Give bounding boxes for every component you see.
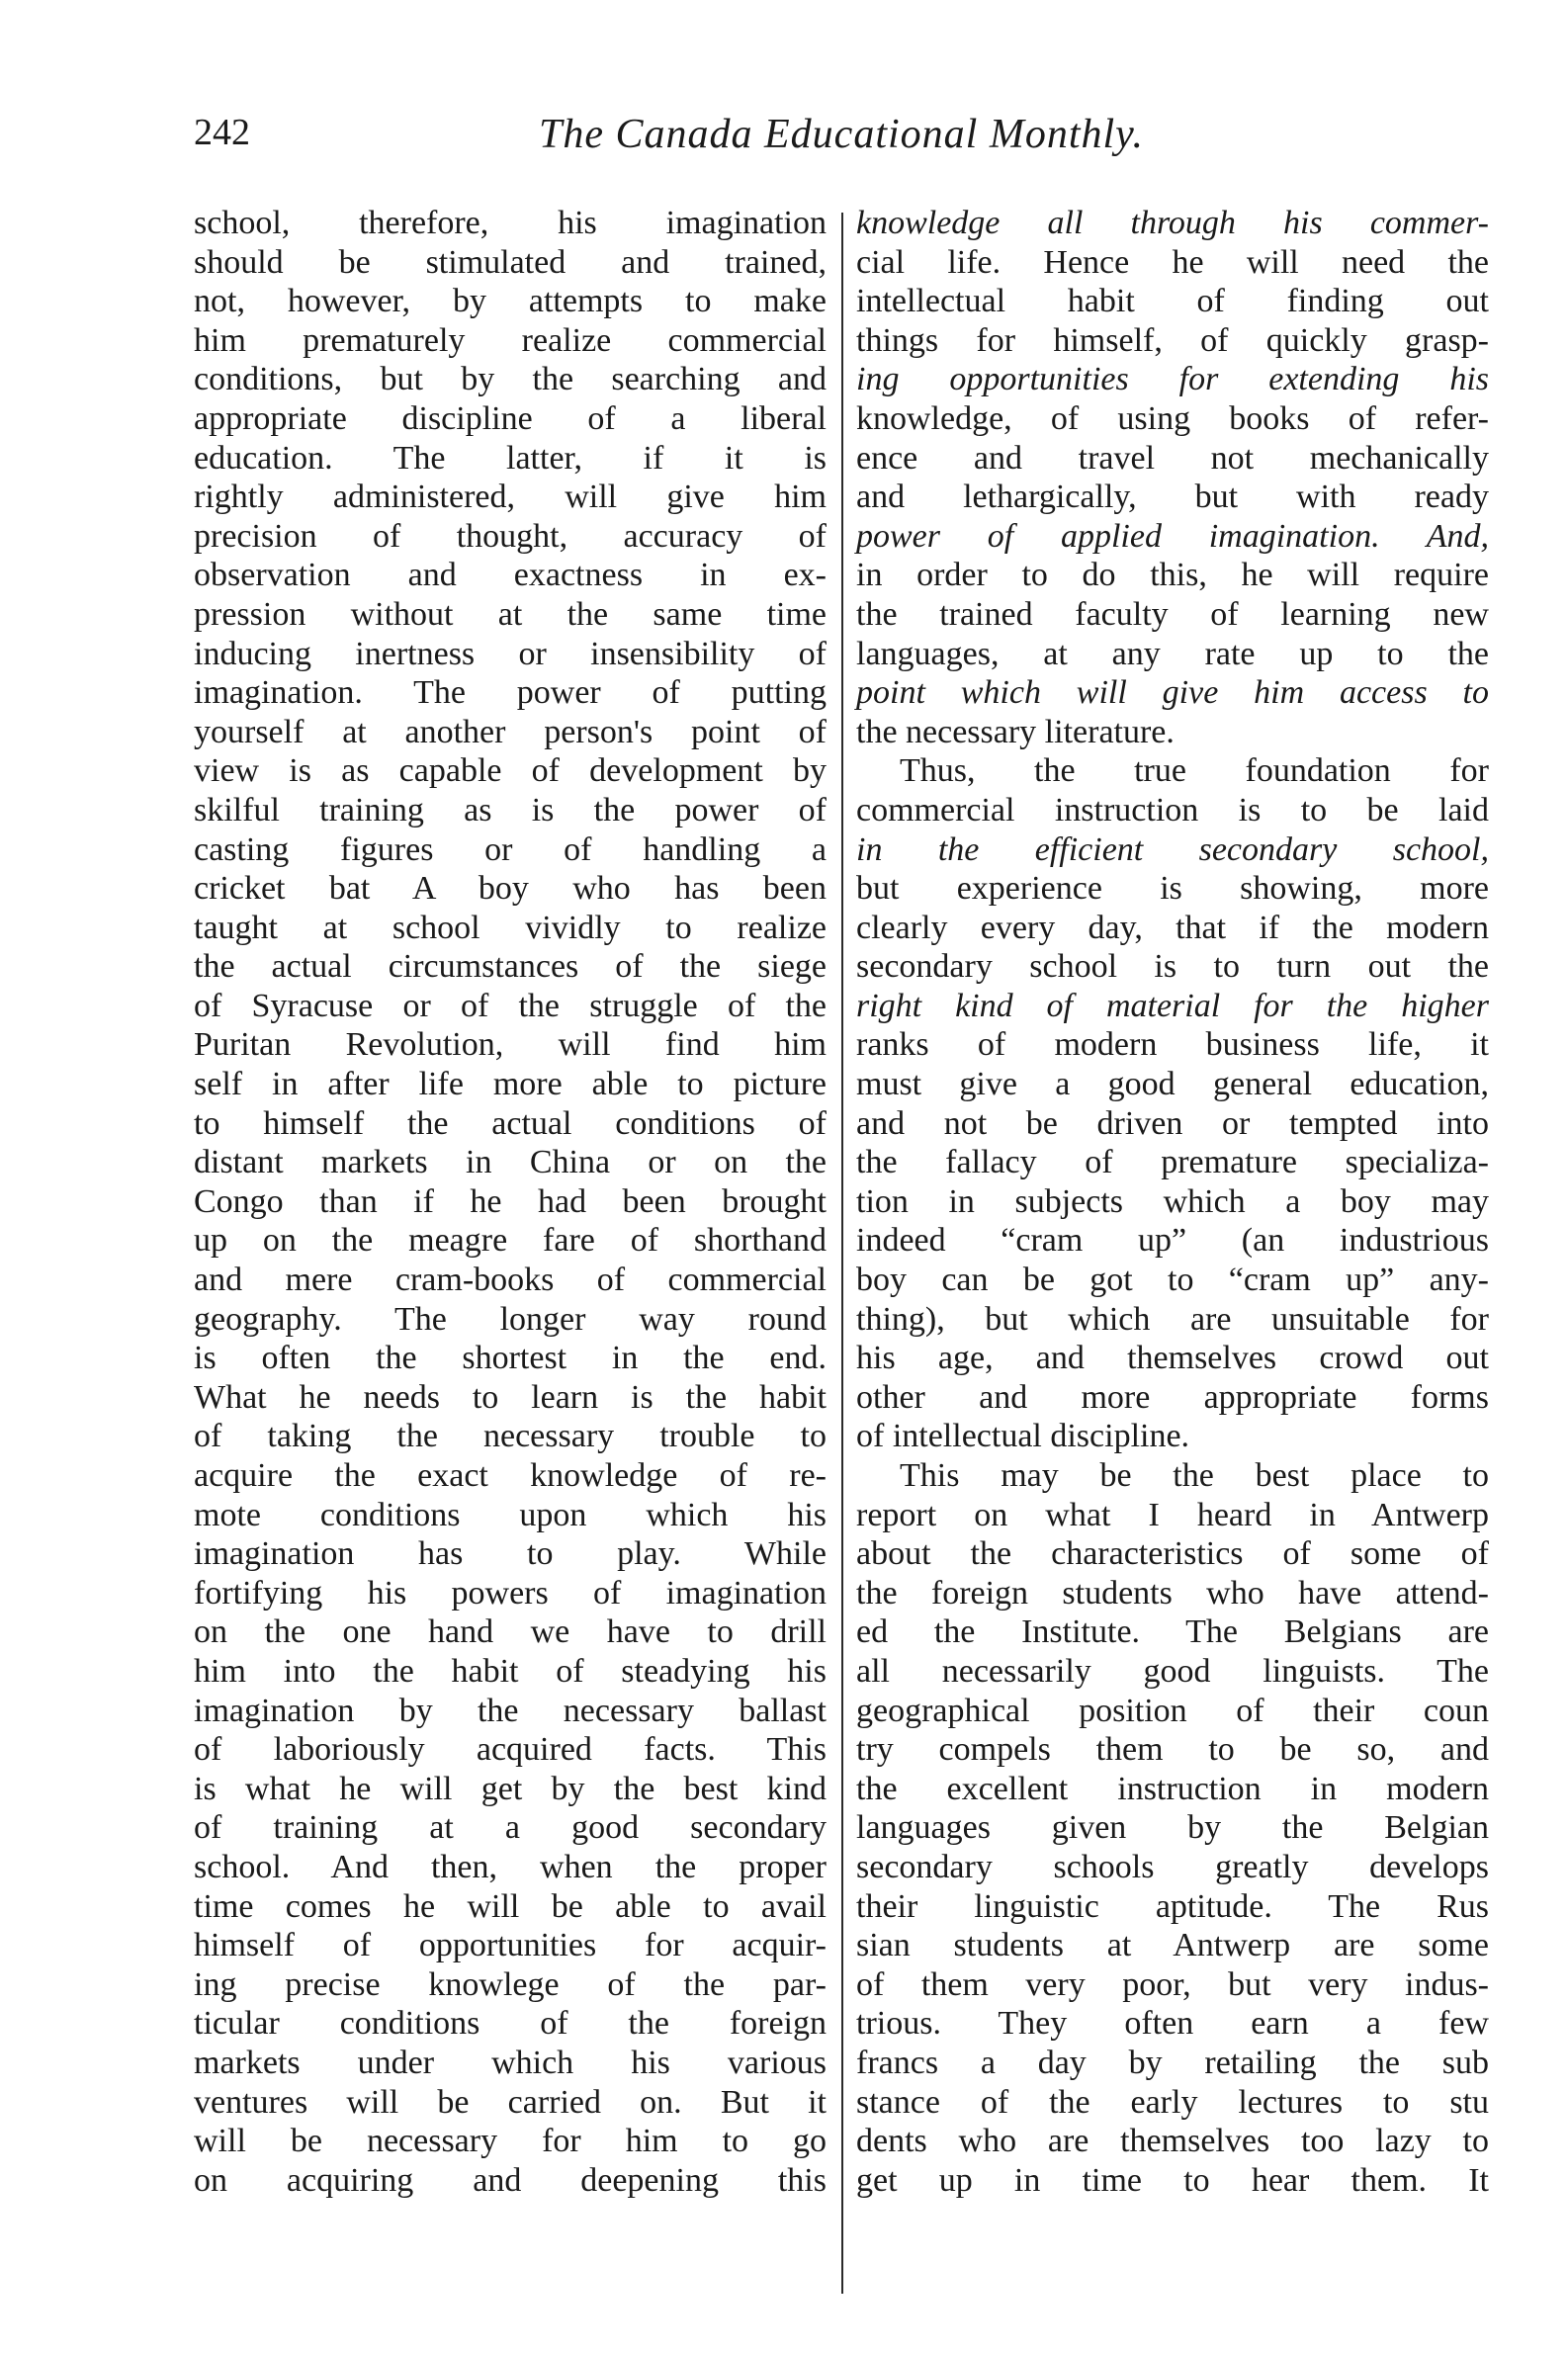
text-line: the foreign students who have attend-: [856, 1574, 1489, 1612]
text-line: self in after life more able to picture: [194, 1066, 827, 1103]
text-line: of intellectual discipline.: [856, 1418, 1190, 1455]
left-column: [194, 204, 827, 2200]
text-line: of laboriously acquired facts. This: [194, 1731, 827, 1769]
text-line: What he needs to learn is the habit: [194, 1378, 827, 1416]
text-line: try compels them to be so, and: [856, 1731, 1489, 1769]
text-line: precision of thought, accuracy of: [194, 517, 827, 555]
text-line: ventures will be carried on. But it: [194, 2083, 827, 2121]
text-line: ed the Institute. The Belgians are: [856, 1613, 1489, 1651]
text-line: pression without at the same time: [194, 595, 827, 633]
text-line: boy can be got to “cram up” any-: [856, 1262, 1489, 1299]
text-line: him prematurely realize commercial: [194, 321, 827, 359]
page-number: 242: [194, 112, 250, 153]
text-line: up on the meagre fare of shorthand: [194, 1222, 827, 1260]
text-line: power of applied imagination. And,: [856, 517, 1489, 555]
text-line: will be necessary for him to go: [194, 2123, 827, 2160]
text-line: Congo than if he had been brought: [194, 1182, 827, 1220]
text-line: commercial instruction is to be laid: [856, 791, 1489, 828]
text-line: but experience is showing, more: [856, 870, 1489, 908]
text-line: indeed “cram up” (an industrious: [856, 1222, 1489, 1260]
text-line: dents who are themselves too lazy to: [856, 2123, 1489, 2160]
text-line: the actual circumstances of the siege: [194, 948, 827, 986]
text-line: intellectual habit of finding out: [856, 283, 1489, 320]
text-line: in the efficient secondary school,: [856, 830, 1489, 868]
text-line: other and more appropriate forms: [856, 1378, 1489, 1416]
text-line: about the characteristics of some of: [856, 1535, 1489, 1573]
text-line: and not be driven or tempted into: [856, 1104, 1489, 1142]
text-line: on the one hand we have to drill: [194, 1613, 827, 1651]
text-line: taught at school vividly to realize: [194, 909, 827, 946]
text-line: school, therefore, his imagination: [194, 205, 827, 241]
text-line: ing precise knowlege of the par-: [194, 1965, 827, 2003]
text-line: geographical position of their coun: [856, 1692, 1489, 1729]
text-line: cricket bat A boy who has been: [194, 870, 827, 908]
text-line: in order to do this, he will require: [856, 557, 1489, 594]
text-line: knowledge all through his commer-: [856, 205, 1489, 241]
text-line: francs a day by retailing the sub: [856, 2044, 1489, 2081]
page-header: [194, 111, 1489, 166]
text-line: languages, at any rate up to the: [856, 635, 1489, 672]
text-line: of Syracuse or of the struggle of the: [194, 987, 827, 1024]
text-line: Thus, the true foundation for: [900, 752, 1489, 790]
text-line: ranks of modern business life, it: [856, 1026, 1489, 1064]
text-line: must give a good general education,: [856, 1066, 1489, 1103]
text-line: him into the habit of steadying his: [194, 1652, 827, 1690]
text-line: things for himself, of quickly grasp-: [856, 321, 1489, 359]
text-line: yourself at another person's point of: [194, 713, 827, 750]
text-line: right kind of material for the higher: [856, 987, 1489, 1024]
text-line: observation and exactness in ex-: [194, 557, 827, 594]
text-line: their linguistic aptitude. The Rus: [856, 1887, 1489, 1925]
text-line: the excellent instruction in modern: [856, 1770, 1489, 1807]
text-line: conditions, but by the searching and: [194, 361, 827, 398]
text-line: of them very poor, but very indus-: [856, 1965, 1489, 2003]
text-line: imagination by the necessary ballast: [194, 1692, 827, 1729]
text-line: markets under which his various: [194, 2044, 827, 2081]
text-line: mote conditions upon which his: [194, 1496, 827, 1533]
text-line: thing), but which are unsuitable for: [856, 1300, 1489, 1338]
text-line: himself of opportunities for acquir-: [194, 1927, 827, 1964]
column-divider: [841, 213, 843, 2294]
text-line: skilful training as is the power of: [194, 791, 827, 828]
running-title: The Canada Educational Monthly.: [539, 112, 1144, 157]
text-line: his age, and themselves crowd out: [856, 1340, 1489, 1377]
text-line: acquire the exact knowledge of re-: [194, 1457, 827, 1494]
text-line: is often the shortest in the end.: [194, 1340, 827, 1377]
text-line: This may be the best place to: [900, 1457, 1489, 1494]
text-line: ing opportunities for extending his: [856, 361, 1489, 398]
text-line: cial life. Hence he will need the: [856, 243, 1489, 281]
text-line: all necessarily good linguists. The: [856, 1652, 1489, 1690]
text-line: report on what I heard in Antwerp: [856, 1496, 1489, 1533]
text-line: fortifying his powers of imagination: [194, 1574, 827, 1612]
text-line: knowledge, of using books of refer-: [856, 399, 1489, 437]
text-line: school. And then, when the proper: [194, 1848, 827, 1885]
text-line: ticular conditions of the foreign: [194, 2005, 827, 2043]
text-line: imagination has to play. While: [194, 1535, 827, 1573]
text-line: sian students at Antwerp are some: [856, 1927, 1489, 1964]
text-line: of training at a good secondary: [194, 1809, 827, 1847]
text-line: geography. The longer way round: [194, 1300, 827, 1338]
text-line: distant markets in China or on the: [194, 1144, 827, 1181]
text-line: languages given by the Belgian: [856, 1809, 1489, 1847]
text-line: to himself the actual conditions of: [194, 1104, 827, 1142]
text-line: imagination. The power of putting: [194, 674, 827, 712]
text-line: secondary schools greatly develops: [856, 1848, 1489, 1885]
text-line: clearly every day, that if the modern: [856, 909, 1489, 946]
text-line: view is as capable of development by: [194, 752, 827, 790]
text-line: tion in subjects which a boy may: [856, 1182, 1489, 1220]
text-line: Puritan Revolution, will find him: [194, 1026, 827, 1064]
text-line: education. The latter, if it is: [194, 439, 827, 477]
text-line: point which will give him access to: [856, 674, 1489, 712]
text-line: get up in time to hear them. It: [856, 2161, 1489, 2199]
text-line: time comes he will be able to avail: [194, 1887, 827, 1925]
text-line: secondary school is to turn out the: [856, 948, 1489, 986]
text-line: should be stimulated and trained,: [194, 243, 827, 281]
text-line: the necessary literature.: [856, 713, 1175, 750]
text-line: is what he will get by the best kind: [194, 1770, 827, 1807]
text-line: rightly administered, will give him: [194, 479, 827, 516]
text-line: on acquiring and deepening this: [194, 2161, 827, 2199]
text-line: and mere cram-books of commercial: [194, 1262, 827, 1299]
text-line: the trained faculty of learning new: [856, 595, 1489, 633]
text-line: of taking the necessary trouble to: [194, 1418, 827, 1455]
text-line: not, however, by attempts to make: [194, 283, 827, 320]
text-line: and lethargically, but with ready: [856, 479, 1489, 516]
text-line: inducing inertness or insensibility of: [194, 635, 827, 672]
text-line: trious. They often earn a few: [856, 2005, 1489, 2043]
right-column: [856, 204, 1489, 2200]
text-line: casting figures or of handling a: [194, 830, 827, 868]
text-line: stance of the early lectures to stu: [856, 2083, 1489, 2121]
text-line: appropriate discipline of a liberal: [194, 399, 827, 437]
text-line: the fallacy of premature specializa-: [856, 1144, 1489, 1181]
text-line: ence and travel not mechanically: [856, 439, 1489, 477]
